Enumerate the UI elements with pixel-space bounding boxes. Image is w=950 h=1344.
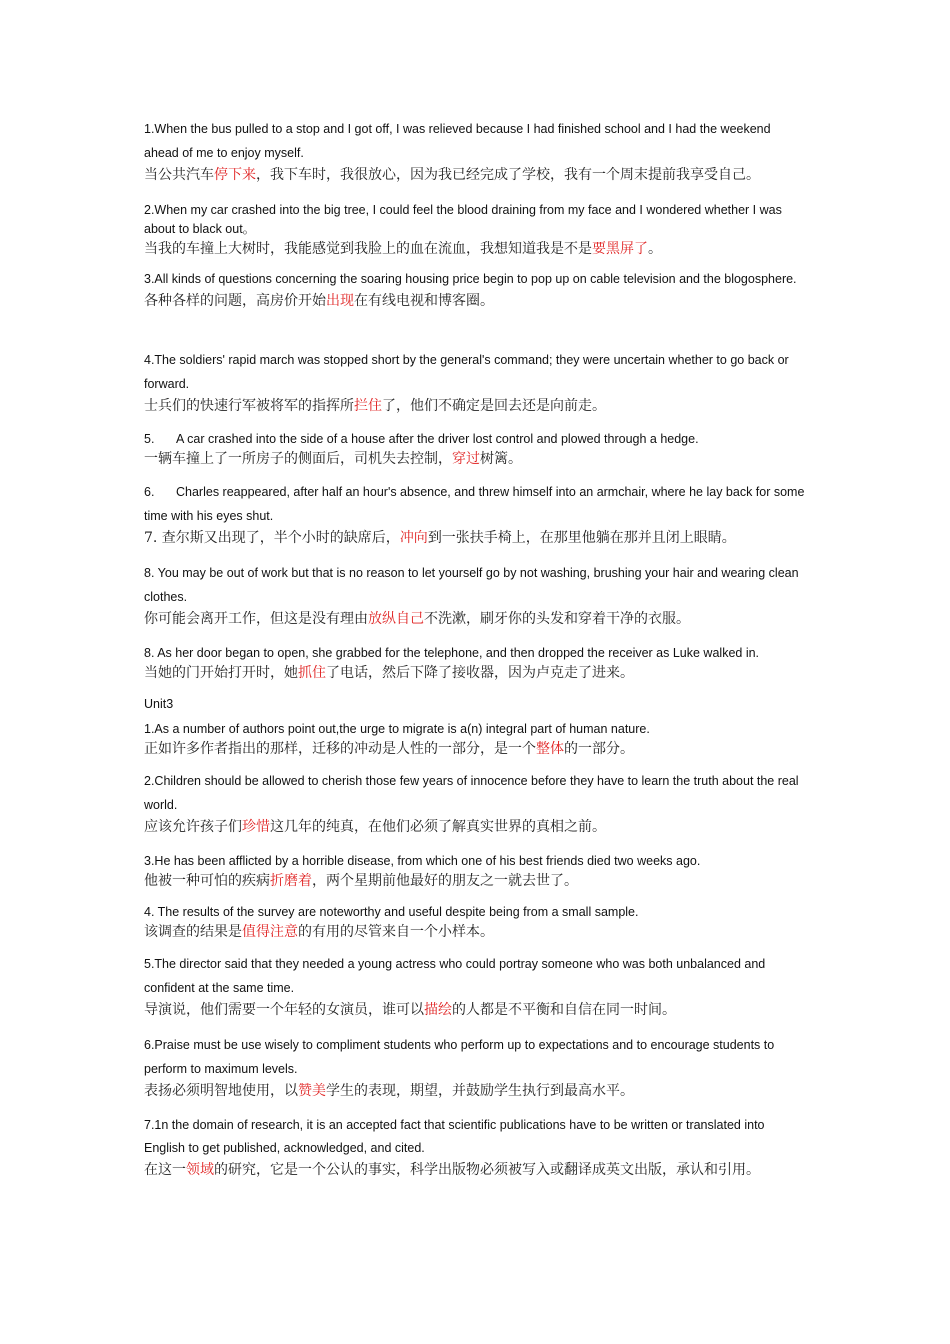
chinese-translation: 表扬必须明智地使用，以赞美学生的表现，期望，并鼓励学生执行到最高水平。 [144,1083,634,1099]
english-sentence: 3.He has been afflicted by a horrible disease, from which one of his best friends died two weeks ago. [144,854,701,868]
highlighted-phrase: 折磨着 [270,873,312,889]
highlighted-phrase: 穿过 [452,451,480,467]
sentence-item [144,1033,808,1101]
english-sentence: 4. The results of the survey are noteworthy and useful despite being from a small sample. [144,905,639,919]
highlighted-phrase: 出现 [326,293,354,309]
sentence-item [144,852,808,891]
chinese-translation: 正如许多作者指出的那样，迁移的冲动是人性的一部分，是一个整体的一部分。 [144,741,634,757]
sentence-item [144,348,808,416]
sentence-item [144,903,808,942]
english-sentence: 5.The director said that they needed a young actress who could portray someone who was both unbalanced and confident at the same time. [144,957,766,995]
highlighted-phrase: 冲向 [399,530,428,546]
highlighted-phrase: 拦住 [354,398,382,414]
sentence-item [144,117,808,185]
english-sentence: 8. You may be out of work but that is no reason to let yourself go by not washing, brushing your hair and wearing clean clothes. [144,566,799,604]
chinese-translation: 应该允许孩子们珍惜这几年的纯真，在他们必须了解真实世界的真相之前。 [144,819,606,835]
highlighted-phrase: 赞美 [298,1083,326,1099]
highlighted-phrase: 抓住 [298,665,326,681]
chinese-translation: 在这一领域的研究，它是一个公认的事实，科学出版物必须被写入或翻译成英文出版，承认和引用。 [144,1162,760,1178]
chinese-translation: 士兵们的快速行军被将军的指挥所拦住了，他们不确定是回去还是向前走。 [144,398,606,414]
chinese-translation: 当她的门开始打开时，她抓住了电话，然后下降了接收器，因为卢克走了进来。 [144,665,634,681]
sentence-item [144,769,808,837]
sentence-item [144,644,808,683]
english-sentence: 7.1n the domain of research, it is an accepted fact that scientific publications have to be written or translated into English to get published, acknowledged, and cited. [144,1118,765,1155]
sentence-item [144,720,808,759]
english-sentence: 2.Children should be allowed to cherish those few years of innocence before they have to learn the truth about the real world. [144,774,799,812]
highlighted-phrase: 珍惜 [242,819,270,835]
highlighted-phrase: 停下来 [214,167,256,183]
sentence-item [144,201,808,259]
highlighted-phrase: 值得注意 [242,924,298,940]
chinese-translation: 各种各样的问题，高房价开始出现在有线电视和博客圈。 [144,293,494,309]
highlighted-phrase: 要黑屏了 [592,241,648,257]
english-sentence: 3.All kinds of questions concerning the soaring housing price begin to pop up on cable television and the blogosphere. [144,272,797,286]
highlighted-phrase: 放纵自己 [368,611,424,627]
english-sentence: 4.The soldiers' rapid march was stopped short by the general's command; they were uncertain whether to go back or forward. [144,353,789,391]
chinese-translation: 导演说，他们需要一个年轻的女演员，谁可以描绘的人都是不平衡和自信在同一时间。 [144,1002,676,1018]
english-sentence: 1.As a number of authors point out,the urge to migrate is a(n) integral part of human nature. [144,722,650,736]
sentence-item [144,480,808,548]
sentence-item [144,561,808,629]
highlighted-phrase: 整体 [536,741,564,757]
chinese-translation: 一辆车撞上了一所房子的侧面后，司机失去控制，穿过树篱。 [144,451,522,467]
english-sentence: 8. As her door began to open, she grabbed for the telephone, and then dropped the receiver as Luke walked in. [144,646,760,660]
english-sentence: 6. Charles reappeared, after half an hour's absence, and threw himself into an armchair, where he lay back for some time with his eyes shut. [144,480,808,528]
chinese-translation: 该调查的结果是值得注意的有用的尽管来自一个小样本。 [144,924,494,940]
english-sentence: 1.When the bus pulled to a stop and I got off, I was relieved because I had finished school and I had the weekend ahead of me to enjoy myself. [144,122,771,160]
highlighted-phrase: 领域 [186,1162,214,1178]
english-sentence: 5. A car crashed into the side of a house after the driver lost control and plowed through a hedge. [144,430,808,449]
chinese-translation: 你可能会离开工作，但这是没有理由放纵自己不洗漱，刷牙你的头发和穿着干净的衣服。 [144,611,690,627]
unit-heading: Unit3 [144,697,174,711]
sentence-item [144,430,808,469]
chinese-translation: 当公共汽车停下来，我下车时，我很放心，因为我已经完成了学校，我有一个周末提前我享受自己。 [144,167,760,183]
highlighted-phrase: 描绘 [424,1002,452,1018]
sentence-item [144,1114,808,1180]
sentence-item [144,267,808,311]
sentence-item [144,952,808,1020]
chinese-translation: 7. 查尔斯又出现了，半个小时的缺席后，冲向到一张扶手椅上，在那里他躺在那并且闭上眼睛。 [144,530,736,546]
english-sentence: 2.When my car crashed into the big tree, I could feel the blood draining from my face and I wondered whether I was about to black out。 [144,203,782,236]
chinese-translation: 他被一种可怕的疾病折磨着，两个星期前他最好的朋友之一就去世了。 [144,873,578,889]
item-number: 5. [144,432,155,446]
item-number: 6. [144,485,155,499]
chinese-translation: 当我的车撞上大树时，我能感觉到我脸上的血在流血，我想知道我是不是要黑屏了。 [144,241,662,257]
english-sentence: 6.Praise must be use wisely to compliment students who perform up to expectations and to encourage students to perform to maximum levels. [144,1038,775,1076]
